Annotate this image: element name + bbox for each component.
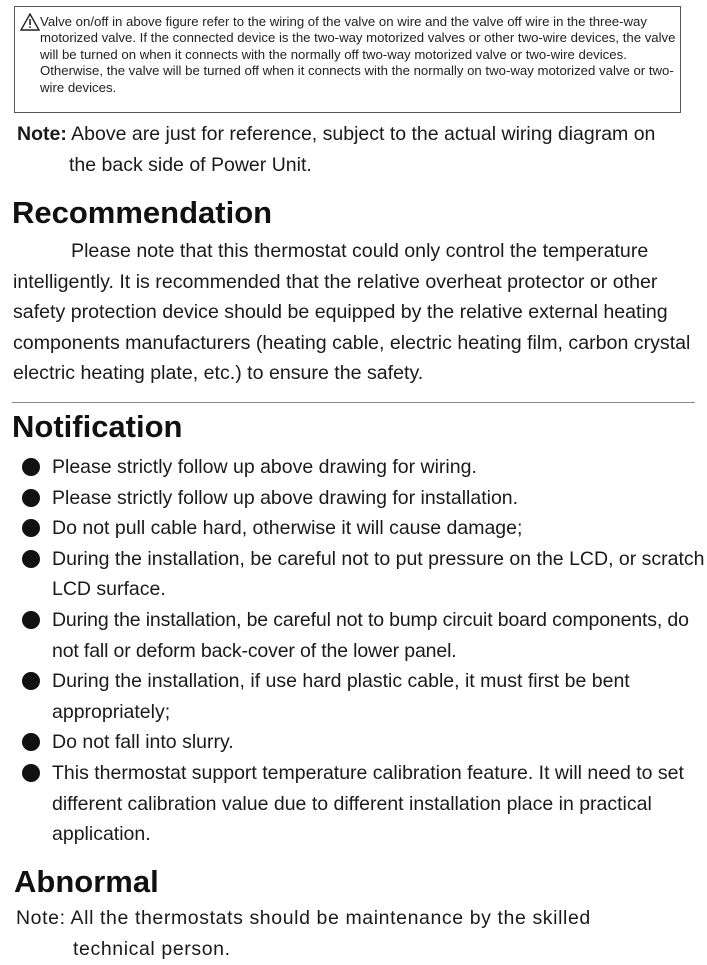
list-item-text: Please strictly follow up above drawing for wiring.: [52, 456, 477, 478]
bullet-icon: [22, 733, 40, 751]
list-item-text: During the installation, be careful not to put pressure on the LCD, or scratch LCD surface.: [52, 547, 705, 601]
bullet-icon: [22, 489, 40, 507]
maintenance-note: [16, 903, 696, 965]
section-divider: [12, 402, 695, 403]
list-item-text: During the installation, if use hard plastic cable, it must first be bent appropriately;: [52, 670, 630, 723]
warning-text: Valve on/off in above figure refer to the wiring of the valve on wire and the valve off wire in the three-way motorized valve. If the connected device is the two-way motorized valves or other two-wire devices, the valve will be turned on when it connects with the normally off two-way motorized valve or two-wire devices. Otherwise, the valve will be turned off when it connects with the normally on two-way motorized valve or two-wire devices.: [40, 14, 676, 95]
list-item: [0, 483, 707, 514]
list-item-text: Please strictly follow up above drawing for installation.: [52, 486, 519, 509]
bullet-icon: [22, 764, 40, 782]
note-label: Note:: [17, 123, 67, 145]
abnormal-heading: Abnormal: [14, 864, 159, 899]
maintenance-note-line-1: Note: All the thermostats should be maintenance by the skilled: [16, 907, 591, 929]
list-item: [0, 727, 707, 758]
notification-heading: Notification: [12, 409, 183, 444]
note-line-2: the back side of Power Unit.: [69, 154, 312, 176]
list-item-text: This thermostat support temperature calibration feature. It will need to set different calibration value due to different installation place in practical application.: [52, 761, 684, 846]
bullet-icon: [22, 611, 40, 629]
bullet-icon: [22, 519, 40, 537]
note-line-1: Above are just for reference, subject to the actual wiring diagram on: [66, 123, 656, 145]
warning-triangle-icon: [20, 13, 40, 31]
list-item: [0, 758, 707, 850]
recommendation-heading: Recommendation: [12, 195, 273, 230]
bullet-icon: [22, 672, 40, 690]
warning-box: [14, 6, 681, 113]
bullet-icon: [22, 550, 40, 568]
list-item: [0, 544, 707, 605]
list-item: [0, 513, 707, 544]
maintenance-note-line-2: technical person.: [73, 938, 231, 960]
list-item: [0, 666, 707, 727]
notification-list: [0, 452, 707, 850]
list-item-text: Do not fall into slurry.: [52, 731, 234, 754]
list-item: [0, 605, 707, 666]
list-item-text: Do not pull cable hard, otherwise it will cause damage;: [52, 517, 523, 540]
list-item-text: During the installation, be careful not to bump circuit board components, do not fall or deform back-cover of the lower panel.: [52, 608, 689, 662]
reference-note: [17, 119, 697, 181]
list-item: [0, 452, 707, 483]
bullet-icon: [22, 458, 40, 476]
recommendation-paragraph: Please note that this thermostat could only control the temperature intelligently. It is recommended that the relative overheat protector or other safety protection device should be equipped by the relative external heating components manufacturers (heating cable, electric heating film, carbon crystal electric heating plate, etc.) to ensure the safety.: [13, 240, 691, 384]
